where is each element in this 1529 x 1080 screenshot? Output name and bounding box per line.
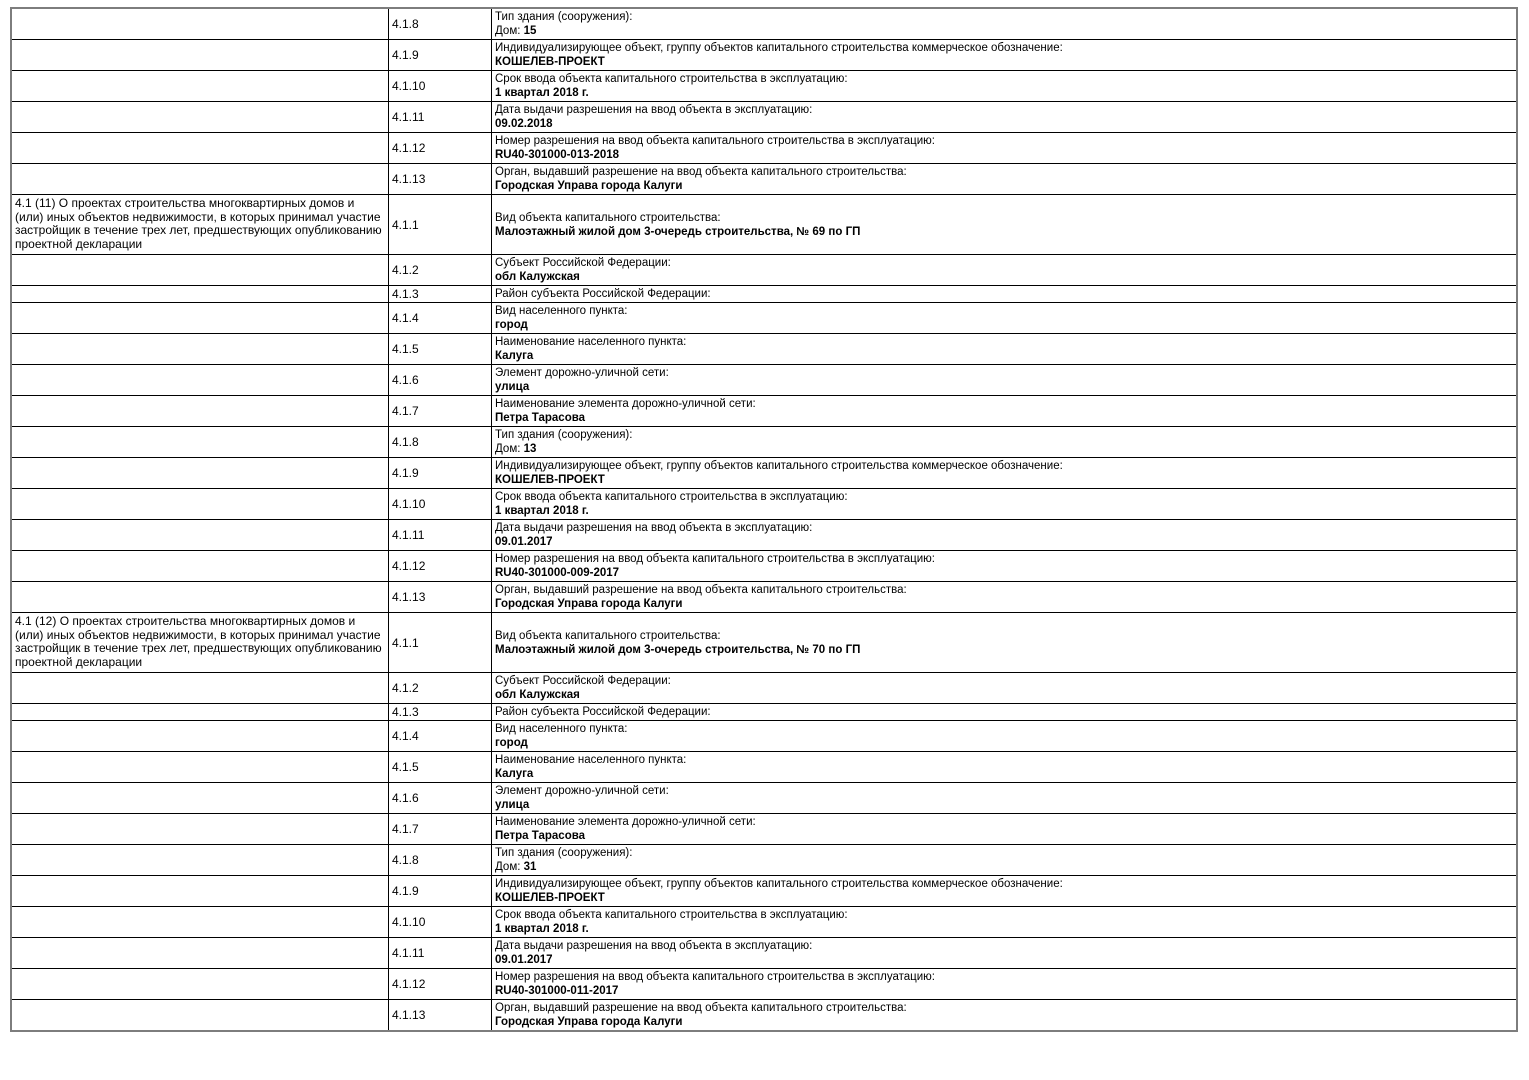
item-number-cell <box>389 814 492 845</box>
item-number-cell <box>389 71 492 102</box>
item-number-cell <box>389 286 492 303</box>
section-description-cell-empty <box>11 489 389 520</box>
table-row <box>11 876 1517 907</box>
item-number: 4.1.8 <box>392 435 419 449</box>
section-description-cell-empty <box>11 845 389 876</box>
section-description-cell-empty <box>11 458 389 489</box>
field-label: Орган, выдавший разрешение на ввод объекта капитального строительства: <box>495 1002 907 1014</box>
field-value-line <box>495 442 1513 456</box>
field-label: Номер разрешения на ввод объекта капитального строительства в эксплуатацию: <box>495 553 935 565</box>
field-label: Номер разрешения на ввод объекта капитального строительства в эксплуатацию: <box>495 971 935 983</box>
field-label: Индивидуализирующее объект, группу объектов капитального строительства коммерческое обозначение: <box>495 42 1063 54</box>
section-description-cell-empty <box>11 938 389 969</box>
item-number-cell <box>389 458 492 489</box>
field-value: Петра Тарасова <box>495 412 586 424</box>
detail-cell <box>492 365 1518 396</box>
table-row <box>11 164 1517 195</box>
field-value: 1 квартал 2018 г. <box>495 87 589 99</box>
item-number: 4.1.12 <box>392 141 426 155</box>
section-description: 4.1 (11) О проектах строительства многоквартирных домов и (или) иных объектов недвижимости, в которых принимал участие застройщик в течение трех лет, предшествующих опубликованию проектной декларации <box>15 196 382 251</box>
section-description-cell-empty <box>11 334 389 365</box>
field-label: Срок ввода объекта капитального строительства в эксплуатацию: <box>495 73 848 85</box>
field-value: 09.02.2018 <box>495 118 553 130</box>
field-value: 09.01.2017 <box>495 536 553 548</box>
item-number-cell <box>389 845 492 876</box>
field-value: 31 <box>523 861 537 873</box>
field-value-line <box>495 953 1513 967</box>
item-number-cell <box>389 752 492 783</box>
field-value: 09.01.2017 <box>495 954 553 966</box>
field-value: обл Калужская <box>495 271 580 283</box>
field-label: Дата выдачи разрешения на ввод объекта в эксплуатацию: <box>495 104 813 116</box>
field-label: Наименование населенного пункта: <box>495 336 687 348</box>
section-description-cell-empty <box>11 907 389 938</box>
table-row <box>11 40 1517 71</box>
table-row <box>11 673 1517 704</box>
section-description-cell-empty <box>11 164 389 195</box>
item-number: 4.1.10 <box>392 79 426 93</box>
item-number: 4.1.9 <box>392 884 419 898</box>
field-value: Малоэтажный жилой дом 3-очередь строительства, № 70 по ГП <box>495 643 861 656</box>
item-number-cell <box>389 427 492 458</box>
table-row <box>11 396 1517 427</box>
field-label: Элемент дорожно-уличной сети: <box>495 785 669 797</box>
detail-cell <box>492 133 1518 164</box>
field-value-line <box>495 504 1513 518</box>
item-number: 4.1.10 <box>392 497 426 511</box>
table-row <box>11 752 1517 783</box>
table-row <box>11 71 1517 102</box>
field-value: 15 <box>523 25 537 37</box>
section-description-cell-empty <box>11 582 389 613</box>
field-label: Срок ввода объекта капитального строительства в эксплуатацию: <box>495 909 848 921</box>
section-description: 4.1 (12) О проектах строительства многоквартирных домов и (или) иных объектов недвижимости, в которых принимал участие застройщик в течение трех лет, предшествующих опубликованию проектной декларации <box>15 614 382 669</box>
item-number: 4.1.11 <box>392 946 425 960</box>
table-row <box>11 1000 1517 1032</box>
item-number-cell <box>389 721 492 752</box>
field-value: улица <box>495 381 530 393</box>
item-number-cell <box>389 1000 492 1032</box>
field-value-line <box>495 1015 1513 1029</box>
field-value-line <box>495 829 1513 843</box>
detail-cell <box>492 673 1518 704</box>
table-row <box>11 195 1517 255</box>
item-number-cell <box>389 365 492 396</box>
field-label: Район субъекта Российской Федерации: <box>495 706 711 718</box>
field-label: Тип здания (сооружения): <box>495 429 633 441</box>
field-value: Городская Управа города Калуги <box>495 598 683 610</box>
table-body <box>11 8 1517 1031</box>
detail-cell <box>492 845 1518 876</box>
item-number: 4.1.4 <box>392 311 419 325</box>
field-value: обл Калужская <box>495 689 580 701</box>
field-label: Срок ввода объекта капитального строительства в эксплуатацию: <box>495 491 848 503</box>
field-value: КОШЕЛЕВ-ПРОЕКТ <box>495 474 605 486</box>
item-number-cell <box>389 876 492 907</box>
field-label: Район субъекта Российской Федерации: <box>495 288 711 300</box>
item-number-cell <box>389 489 492 520</box>
table-row <box>11 721 1517 752</box>
field-value-line <box>495 798 1513 812</box>
table-row <box>11 814 1517 845</box>
detail-cell <box>492 286 1518 303</box>
item-number: 4.1.7 <box>392 404 419 418</box>
detail-cell <box>492 582 1518 613</box>
item-number-cell <box>389 334 492 365</box>
field-value-line <box>495 860 1513 874</box>
detail-cell <box>492 164 1518 195</box>
field-label: Тип здания (сооружения): <box>495 11 633 23</box>
section-description-cell <box>11 613 389 673</box>
field-value: город <box>495 319 528 331</box>
field-label: Элемент дорожно-уличной сети: <box>495 367 669 379</box>
detail-cell <box>492 458 1518 489</box>
table-row <box>11 489 1517 520</box>
item-number-cell <box>389 133 492 164</box>
field-value-prefix: Дом: <box>495 861 524 873</box>
section-description-cell-empty <box>11 721 389 752</box>
detail-cell <box>492 427 1518 458</box>
table-row <box>11 133 1517 164</box>
field-value-line <box>495 736 1513 750</box>
section-description-cell-empty <box>11 255 389 286</box>
table-row <box>11 938 1517 969</box>
detail-cell <box>492 396 1518 427</box>
item-number: 4.1.9 <box>392 48 419 62</box>
item-number-cell <box>389 938 492 969</box>
detail-cell <box>492 613 1518 673</box>
item-number-cell <box>389 704 492 721</box>
field-value-line <box>495 86 1513 100</box>
table-row <box>11 102 1517 133</box>
item-number: 4.1.7 <box>392 822 419 836</box>
detail-cell <box>492 704 1518 721</box>
field-value: город <box>495 737 528 749</box>
field-label: Субъект Российской Федерации: <box>495 257 671 269</box>
table-row <box>11 783 1517 814</box>
field-label: Дата выдачи разрешения на ввод объекта в эксплуатацию: <box>495 940 813 952</box>
field-value: КОШЕЛЕВ-ПРОЕКТ <box>495 56 605 68</box>
item-number-cell <box>389 102 492 133</box>
field-label: Вид населенного пункта: <box>495 305 628 317</box>
field-label: Вид населенного пункта: <box>495 723 628 735</box>
field-value-line <box>495 318 1513 332</box>
field-label: Индивидуализирующее объект, группу объектов капитального строительства коммерческое обозначение: <box>495 878 1063 890</box>
field-value-line <box>495 891 1513 905</box>
field-value-line <box>495 984 1513 998</box>
item-number: 4.1.2 <box>392 681 419 695</box>
field-value-line <box>495 270 1513 284</box>
table-row <box>11 303 1517 334</box>
table-row <box>11 969 1517 1000</box>
table-row <box>11 8 1517 40</box>
field-value: 1 квартал 2018 г. <box>495 505 589 517</box>
field-value: Городская Управа города Калуги <box>495 1016 683 1028</box>
detail-cell <box>492 1000 1518 1032</box>
item-number: 4.1.3 <box>392 287 419 301</box>
item-number: 4.1.5 <box>392 342 419 356</box>
detail-cell <box>492 721 1518 752</box>
field-value: RU40-301000-013-2018 <box>495 149 620 161</box>
table-row <box>11 907 1517 938</box>
field-value-line <box>495 473 1513 487</box>
detail-cell <box>492 195 1518 255</box>
item-number: 4.1.10 <box>392 915 426 929</box>
field-value-line <box>495 380 1513 394</box>
item-number-cell <box>389 396 492 427</box>
field-value-line <box>495 349 1513 363</box>
section-description-cell-empty <box>11 704 389 721</box>
table-row <box>11 520 1517 551</box>
item-number: 4.1.8 <box>392 853 419 867</box>
field-label: Наименование элемента дорожно-уличной сети: <box>495 398 756 410</box>
section-description-cell-empty <box>11 814 389 845</box>
item-number-cell <box>389 907 492 938</box>
section-description-cell-empty <box>11 71 389 102</box>
field-value-line <box>495 566 1513 580</box>
detail-cell <box>492 876 1518 907</box>
item-number: 4.1.6 <box>392 373 419 387</box>
item-number-cell <box>389 195 492 255</box>
field-value-line <box>495 688 1513 702</box>
item-number: 4.1.5 <box>392 760 419 774</box>
section-description-cell-empty <box>11 303 389 334</box>
section-description-cell-empty <box>11 8 389 40</box>
table-row <box>11 286 1517 303</box>
item-number-cell <box>389 783 492 814</box>
item-number: 4.1.13 <box>392 172 426 186</box>
item-number-cell <box>389 8 492 40</box>
field-value: Городская Управа города Калуги <box>495 180 683 192</box>
field-value: RU40-301000-009-2017 <box>495 567 620 579</box>
field-value: 1 квартал 2018 г. <box>495 923 589 935</box>
field-value: Калуга <box>495 768 534 780</box>
detail-cell <box>492 752 1518 783</box>
field-value-line <box>495 411 1513 425</box>
detail-cell <box>492 303 1518 334</box>
item-number: 4.1.4 <box>392 729 419 743</box>
field-label: Субъект Российской Федерации: <box>495 675 671 687</box>
field-value-prefix: Дом: <box>495 25 524 37</box>
item-number-cell <box>389 520 492 551</box>
item-number: 4.1.2 <box>392 263 419 277</box>
table-row <box>11 458 1517 489</box>
table-row <box>11 334 1517 365</box>
field-value: 13 <box>523 443 537 455</box>
field-label: Тип здания (сооружения): <box>495 847 633 859</box>
detail-cell <box>492 334 1518 365</box>
project-declaration-table <box>10 7 1518 1032</box>
table-row <box>11 365 1517 396</box>
item-number: 4.1.11 <box>392 528 425 542</box>
detail-cell <box>492 969 1518 1000</box>
field-label: Дата выдачи разрешения на ввод объекта в эксплуатацию: <box>495 522 813 534</box>
field-label: Вид объекта капитального строительства: <box>495 211 721 224</box>
field-value: Малоэтажный жилой дом 3-очередь строительства, № 69 по ГП <box>495 225 861 238</box>
field-value-line <box>495 225 1513 239</box>
item-number: 4.1.13 <box>392 1008 426 1022</box>
field-label: Наименование населенного пункта: <box>495 754 687 766</box>
field-value-prefix: Дом: <box>495 443 524 455</box>
section-description-cell <box>11 195 389 255</box>
table-row <box>11 427 1517 458</box>
section-description-cell-empty <box>11 427 389 458</box>
table-row <box>11 845 1517 876</box>
field-value-line <box>495 767 1513 781</box>
section-description-cell-empty <box>11 102 389 133</box>
field-label: Наименование элемента дорожно-уличной сети: <box>495 816 756 828</box>
section-description-cell-empty <box>11 1000 389 1032</box>
detail-cell <box>492 783 1518 814</box>
detail-cell <box>492 520 1518 551</box>
table-row <box>11 613 1517 673</box>
table-row <box>11 582 1517 613</box>
table-row <box>11 704 1517 721</box>
table-row <box>11 551 1517 582</box>
field-value-line <box>495 535 1513 549</box>
section-description-cell-empty <box>11 969 389 1000</box>
item-number: 4.1.6 <box>392 791 419 805</box>
detail-cell <box>492 489 1518 520</box>
field-value-line <box>495 55 1513 69</box>
item-number: 4.1.8 <box>392 17 419 31</box>
section-description-cell-empty <box>11 133 389 164</box>
field-label: Индивидуализирующее объект, группу объектов капитального строительства коммерческое обозначение: <box>495 460 1063 472</box>
section-description-cell-empty <box>11 783 389 814</box>
section-description-cell-empty <box>11 286 389 303</box>
item-number: 4.1.11 <box>392 110 425 124</box>
detail-cell <box>492 102 1518 133</box>
detail-cell <box>492 255 1518 286</box>
detail-cell <box>492 8 1518 40</box>
item-number: 4.1.13 <box>392 590 426 604</box>
item-number: 4.1.1 <box>392 217 419 232</box>
field-value: Петра Тарасова <box>495 830 586 842</box>
item-number-cell <box>389 673 492 704</box>
field-value-line <box>495 922 1513 936</box>
detail-cell <box>492 814 1518 845</box>
detail-cell <box>492 40 1518 71</box>
detail-cell <box>492 71 1518 102</box>
item-number-cell <box>389 164 492 195</box>
field-value-line <box>495 117 1513 131</box>
section-description-cell-empty <box>11 396 389 427</box>
item-number: 4.1.9 <box>392 466 419 480</box>
field-value: КОШЕЛЕВ-ПРОЕКТ <box>495 892 605 904</box>
table-row <box>11 255 1517 286</box>
section-description-cell-empty <box>11 752 389 783</box>
detail-cell <box>492 907 1518 938</box>
item-number-cell <box>389 551 492 582</box>
field-label: Вид объекта капитального строительства: <box>495 629 721 642</box>
field-value: улица <box>495 799 530 811</box>
item-number: 4.1.1 <box>392 635 419 650</box>
section-description-cell-empty <box>11 520 389 551</box>
item-number-cell <box>389 582 492 613</box>
item-number-cell <box>389 613 492 673</box>
section-description-cell-empty <box>11 876 389 907</box>
section-description-cell-empty <box>11 40 389 71</box>
field-label: Орган, выдавший разрешение на ввод объекта капитального строительства: <box>495 584 907 596</box>
item-number-cell <box>389 969 492 1000</box>
detail-cell <box>492 938 1518 969</box>
field-value: Калуга <box>495 350 534 362</box>
section-description-cell-empty <box>11 365 389 396</box>
section-description-cell-empty <box>11 673 389 704</box>
field-value-line <box>495 24 1513 38</box>
item-number-cell <box>389 40 492 71</box>
field-value-line <box>495 643 1513 657</box>
field-value: RU40-301000-011-2017 <box>495 985 619 997</box>
field-value-line <box>495 148 1513 162</box>
section-description-cell-empty <box>11 551 389 582</box>
item-number: 4.1.12 <box>392 977 426 991</box>
item-number-cell <box>389 303 492 334</box>
detail-cell <box>492 551 1518 582</box>
field-label: Орган, выдавший разрешение на ввод объекта капитального строительства: <box>495 166 907 178</box>
item-number: 4.1.3 <box>392 705 419 719</box>
item-number: 4.1.12 <box>392 559 426 573</box>
field-value-line <box>495 179 1513 193</box>
field-label: Номер разрешения на ввод объекта капитального строительства в эксплуатацию: <box>495 135 935 147</box>
field-value-line <box>495 597 1513 611</box>
item-number-cell <box>389 255 492 286</box>
